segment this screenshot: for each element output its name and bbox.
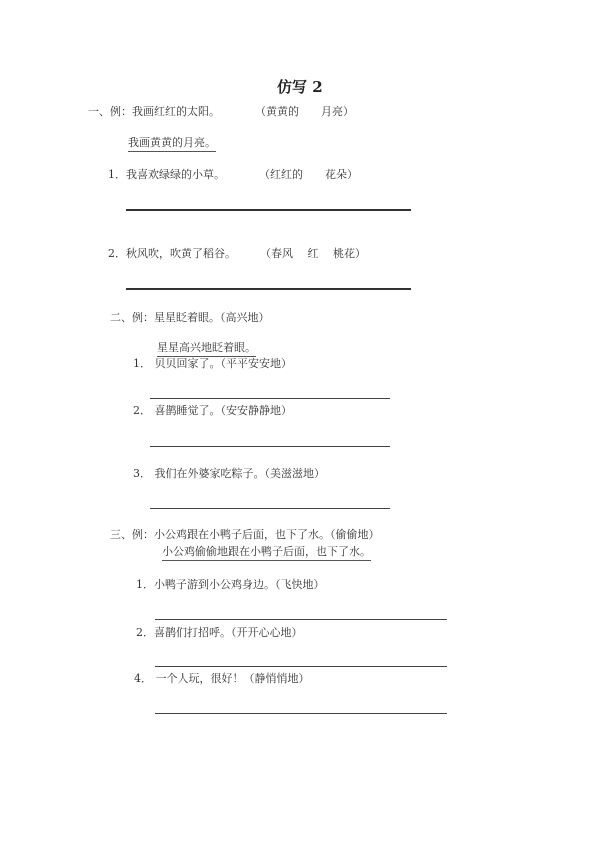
section2-question-2: 2． 喜鹊睡觉了。（安安静静地） — [133, 404, 292, 417]
section2-example-answer: 星星高兴地眨着眼。 — [157, 341, 256, 357]
answer-line[interactable] — [155, 666, 447, 667]
section1-question-2-hint: （春风 红 桃花） — [260, 247, 366, 260]
section1-question-2: 2．秋风吹，吹黄了稻谷。 — [108, 247, 236, 260]
answer-line[interactable] — [150, 398, 390, 399]
answer-line[interactable] — [150, 508, 390, 509]
section1-question-1-hint: （红红的 花朵） — [259, 168, 358, 181]
section1-hint: （黄黄的 月亮） — [255, 105, 354, 118]
section3-question-2: 2．喜鹊们打招呼。（开开心心地） — [136, 626, 303, 639]
section3-example: 三、例：小公鸡跟在小鸭子后面，也下了水。（偷偷地） — [110, 528, 380, 541]
section3-question-4: 4． 一个人玩，很好！（静悄悄地） — [134, 672, 310, 685]
answer-line[interactable] — [126, 288, 411, 290]
section1-question-1: 1．我喜欢绿绿的小草。 — [108, 168, 225, 181]
section1-example-answer: 我画黄黄的月亮。 — [128, 136, 216, 152]
section2-question-3: 3． 我们在外婆家吃粽子。（美滋滋地） — [133, 467, 325, 480]
answer-line[interactable] — [155, 713, 447, 714]
answer-line[interactable] — [150, 446, 390, 447]
section3-example-answer: 小公鸡偷偷地跟在小鸭子后面，也下了水。 — [162, 545, 371, 561]
section2-example: 二、例：星星眨着眼。（高兴地） — [110, 311, 270, 324]
answer-line[interactable] — [155, 619, 447, 620]
section1-example: 一、例：我画红红的太阳。 — [88, 105, 220, 118]
page-title: 仿写 2 — [277, 78, 323, 96]
section3-question-1: 1．小鸭子游到小公鸡身边。（飞快地） — [136, 578, 325, 591]
answer-line[interactable] — [126, 209, 411, 211]
section2-question-1: 1． 贝贝回家了。（平平安安地） — [133, 357, 292, 370]
